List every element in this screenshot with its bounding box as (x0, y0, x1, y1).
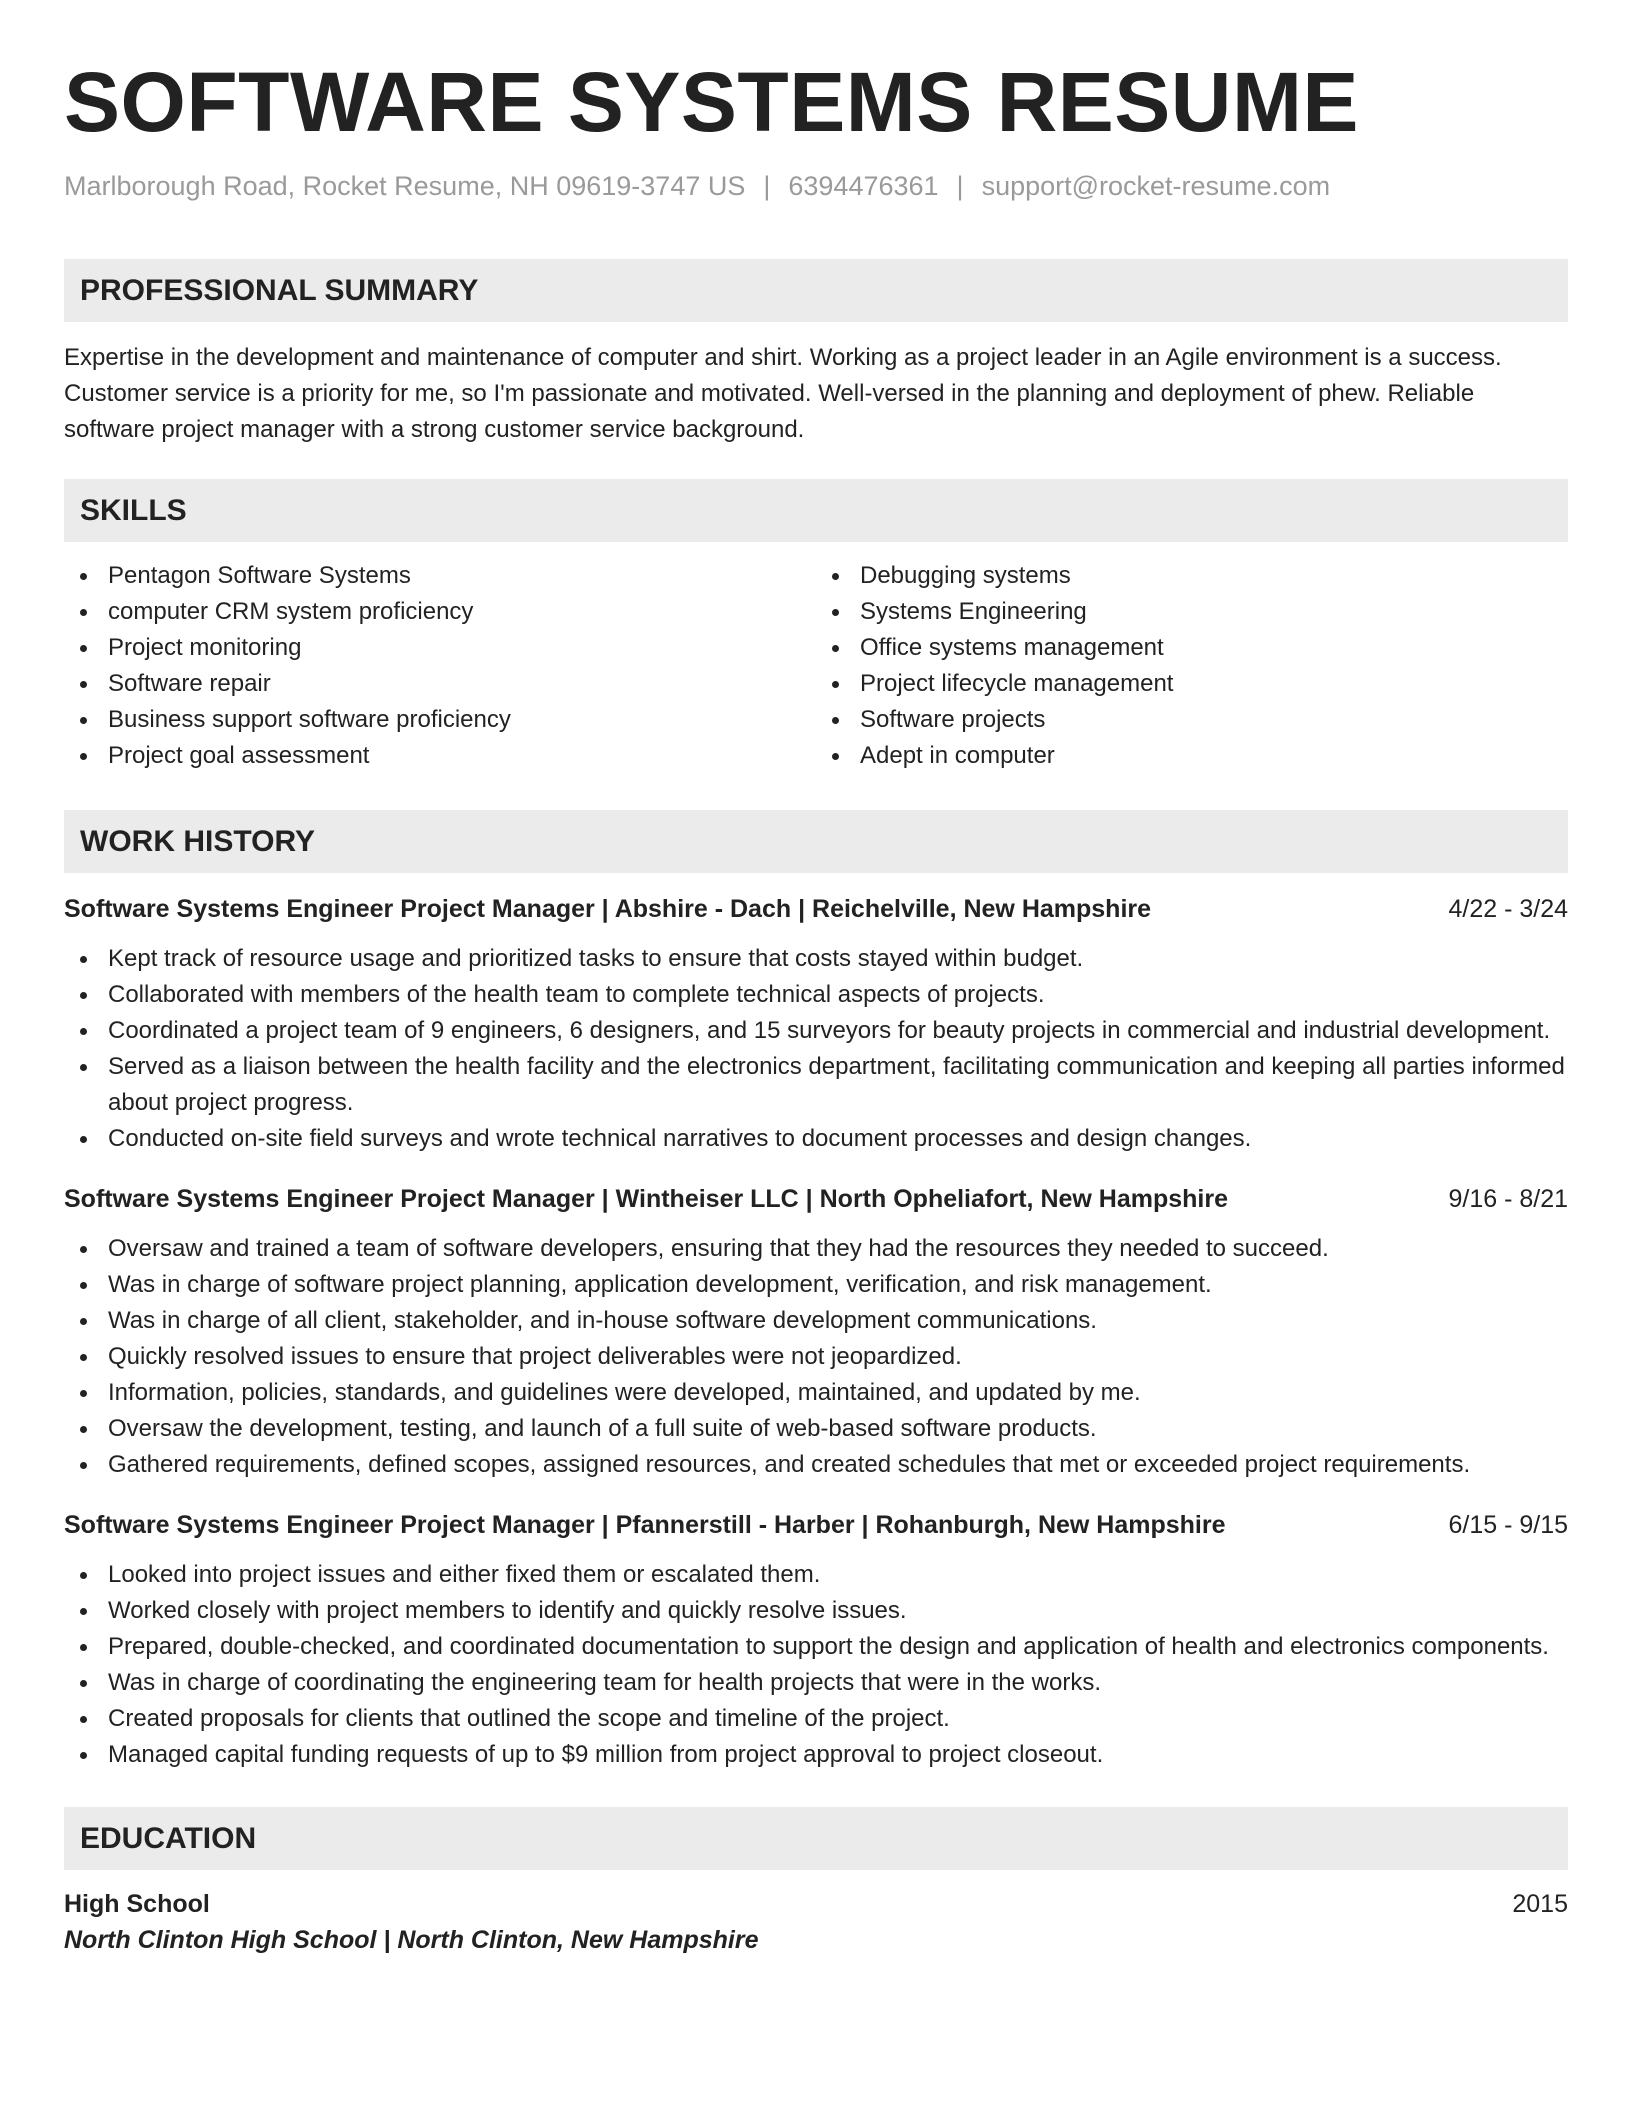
job-entry (64, 1507, 1568, 1773)
job-bullet: Served as a liaison between the health facility and the electronics department, facilitating communication and keeping all parties informed about project progress. (64, 1049, 1568, 1121)
section-header-work-history: WORK HISTORY (64, 810, 1568, 873)
skills-list (64, 558, 1568, 774)
skill-item: Pentagon Software Systems (64, 558, 816, 594)
job-title-row (64, 891, 1568, 927)
education-year: 2015 (1512, 1890, 1568, 1919)
job-title-row (64, 1507, 1568, 1543)
contact-separator: | (763, 171, 771, 201)
job-bullet: Oversaw and trained a team of software developers, ensuring that they had the resources they needed to succeed. (64, 1231, 1568, 1267)
skill-item: Business support software proficiency (64, 702, 816, 738)
job-bullet: Kept track of resource usage and prioritized tasks to ensure that costs stayed within budget. (64, 941, 1568, 977)
job-bullet: Quickly resolved issues to ensure that project deliverables were not jeopardized. (64, 1339, 1568, 1375)
job-bullets (64, 941, 1568, 1157)
job-entry (64, 891, 1568, 1157)
education-school: North Clinton High School | North Clinton, New Hampshire (64, 1926, 759, 1955)
job-bullet: Was in charge of all client, stakeholder, and in-house software development communications. (64, 1303, 1568, 1339)
education-row (64, 1886, 1568, 1922)
resume-title: SOFTWARE SYSTEMS RESUME (64, 55, 1359, 149)
contact-address: Marlborough Road, Rocket Resume, NH 09619-3747 US (64, 171, 746, 201)
job-bullet: Information, policies, standards, and guidelines were developed, maintained, and updated by me. (64, 1375, 1568, 1411)
section-header-education: EDUCATION (64, 1807, 1568, 1870)
summary-text: Expertise in the development and maintenance of computer and shirt. Working as a project leader in an Agile environment is a success. Customer service is a priority for me, so I'm passionate and motivated. Well-versed in the planning and deployment of phew. Reliable software project manager with a strong customer service background. (64, 344, 1502, 444)
skill-item: Software repair (64, 666, 816, 702)
job-bullet: Created proposals for clients that outlined the scope and timeline of the project. (64, 1701, 1568, 1737)
skill-item: Office systems management (816, 630, 1568, 666)
job-bullet: Worked closely with project members to identify and quickly resolve issues. (64, 1593, 1568, 1629)
job-bullet: Gathered requirements, defined scopes, assigned resources, and created schedules that met or exceeded project requirements. (64, 1447, 1568, 1483)
skills-column-left (64, 558, 816, 774)
education-entry (64, 1886, 1568, 1958)
skill-item: Project lifecycle management (816, 666, 1568, 702)
skill-item: computer CRM system proficiency (64, 594, 816, 630)
job-bullet: Looked into project issues and either fixed them or escalated them. (64, 1557, 1568, 1593)
skill-item: Project monitoring (64, 630, 816, 666)
job-dates: 6/15 - 9/15 (1448, 1511, 1568, 1540)
job-bullet: Collaborated with members of the health team to complete technical aspects of projects. (64, 977, 1568, 1013)
skills-column-right (816, 558, 1568, 774)
skill-item: Systems Engineering (816, 594, 1568, 630)
skill-item: Debugging systems (816, 558, 1568, 594)
job-entry (64, 1181, 1568, 1483)
contact-line (64, 170, 1568, 202)
job-dates: 9/16 - 8/21 (1448, 1185, 1568, 1214)
skill-item: Software projects (816, 702, 1568, 738)
skill-item: Adept in computer (816, 738, 1568, 774)
job-bullet: Conducted on-site field surveys and wrote technical narratives to document processes and design changes. (64, 1121, 1568, 1157)
job-bullets (64, 1231, 1568, 1483)
skill-item: Project goal assessment (64, 738, 816, 774)
job-title: Software Systems Engineer Project Manager | Abshire - Dach | Reichelville, New Hampshire (64, 895, 1152, 924)
job-title-row (64, 1181, 1568, 1217)
job-bullets (64, 1557, 1568, 1773)
job-bullet: Coordinated a project team of 9 engineers, 6 designers, and 15 surveyors for beauty projects in commercial and industrial development. (64, 1013, 1568, 1049)
contact-email: support@rocket-resume.com (981, 171, 1331, 201)
job-title: Software Systems Engineer Project Manager | Pfannerstill - Harber | Rohanburgh, New Hampshire (64, 1511, 1226, 1540)
job-bullet: Managed capital funding requests of up to $9 million from project approval to project closeout. (64, 1737, 1568, 1773)
job-dates: 4/22 - 3/24 (1448, 895, 1568, 924)
job-bullet: Prepared, double-checked, and coordinated documentation to support the design and application of health and electronics components. (64, 1629, 1568, 1665)
education-degree: High School (64, 1890, 210, 1919)
job-bullet: Was in charge of coordinating the engineering team for health projects that were in the works. (64, 1665, 1568, 1701)
contact-separator: | (956, 171, 964, 201)
job-bullet: Oversaw the development, testing, and launch of a full suite of web-based software products. (64, 1411, 1568, 1447)
job-title: Software Systems Engineer Project Manager | Wintheiser LLC | North Opheliafort, New Hampshire (64, 1185, 1229, 1214)
job-bullet: Was in charge of software project planning, application development, verification, and risk management. (64, 1267, 1568, 1303)
section-header-summary: PROFESSIONAL SUMMARY (64, 259, 1568, 322)
contact-phone: 6394476361 (788, 171, 939, 201)
section-header-skills: SKILLS (64, 479, 1568, 542)
